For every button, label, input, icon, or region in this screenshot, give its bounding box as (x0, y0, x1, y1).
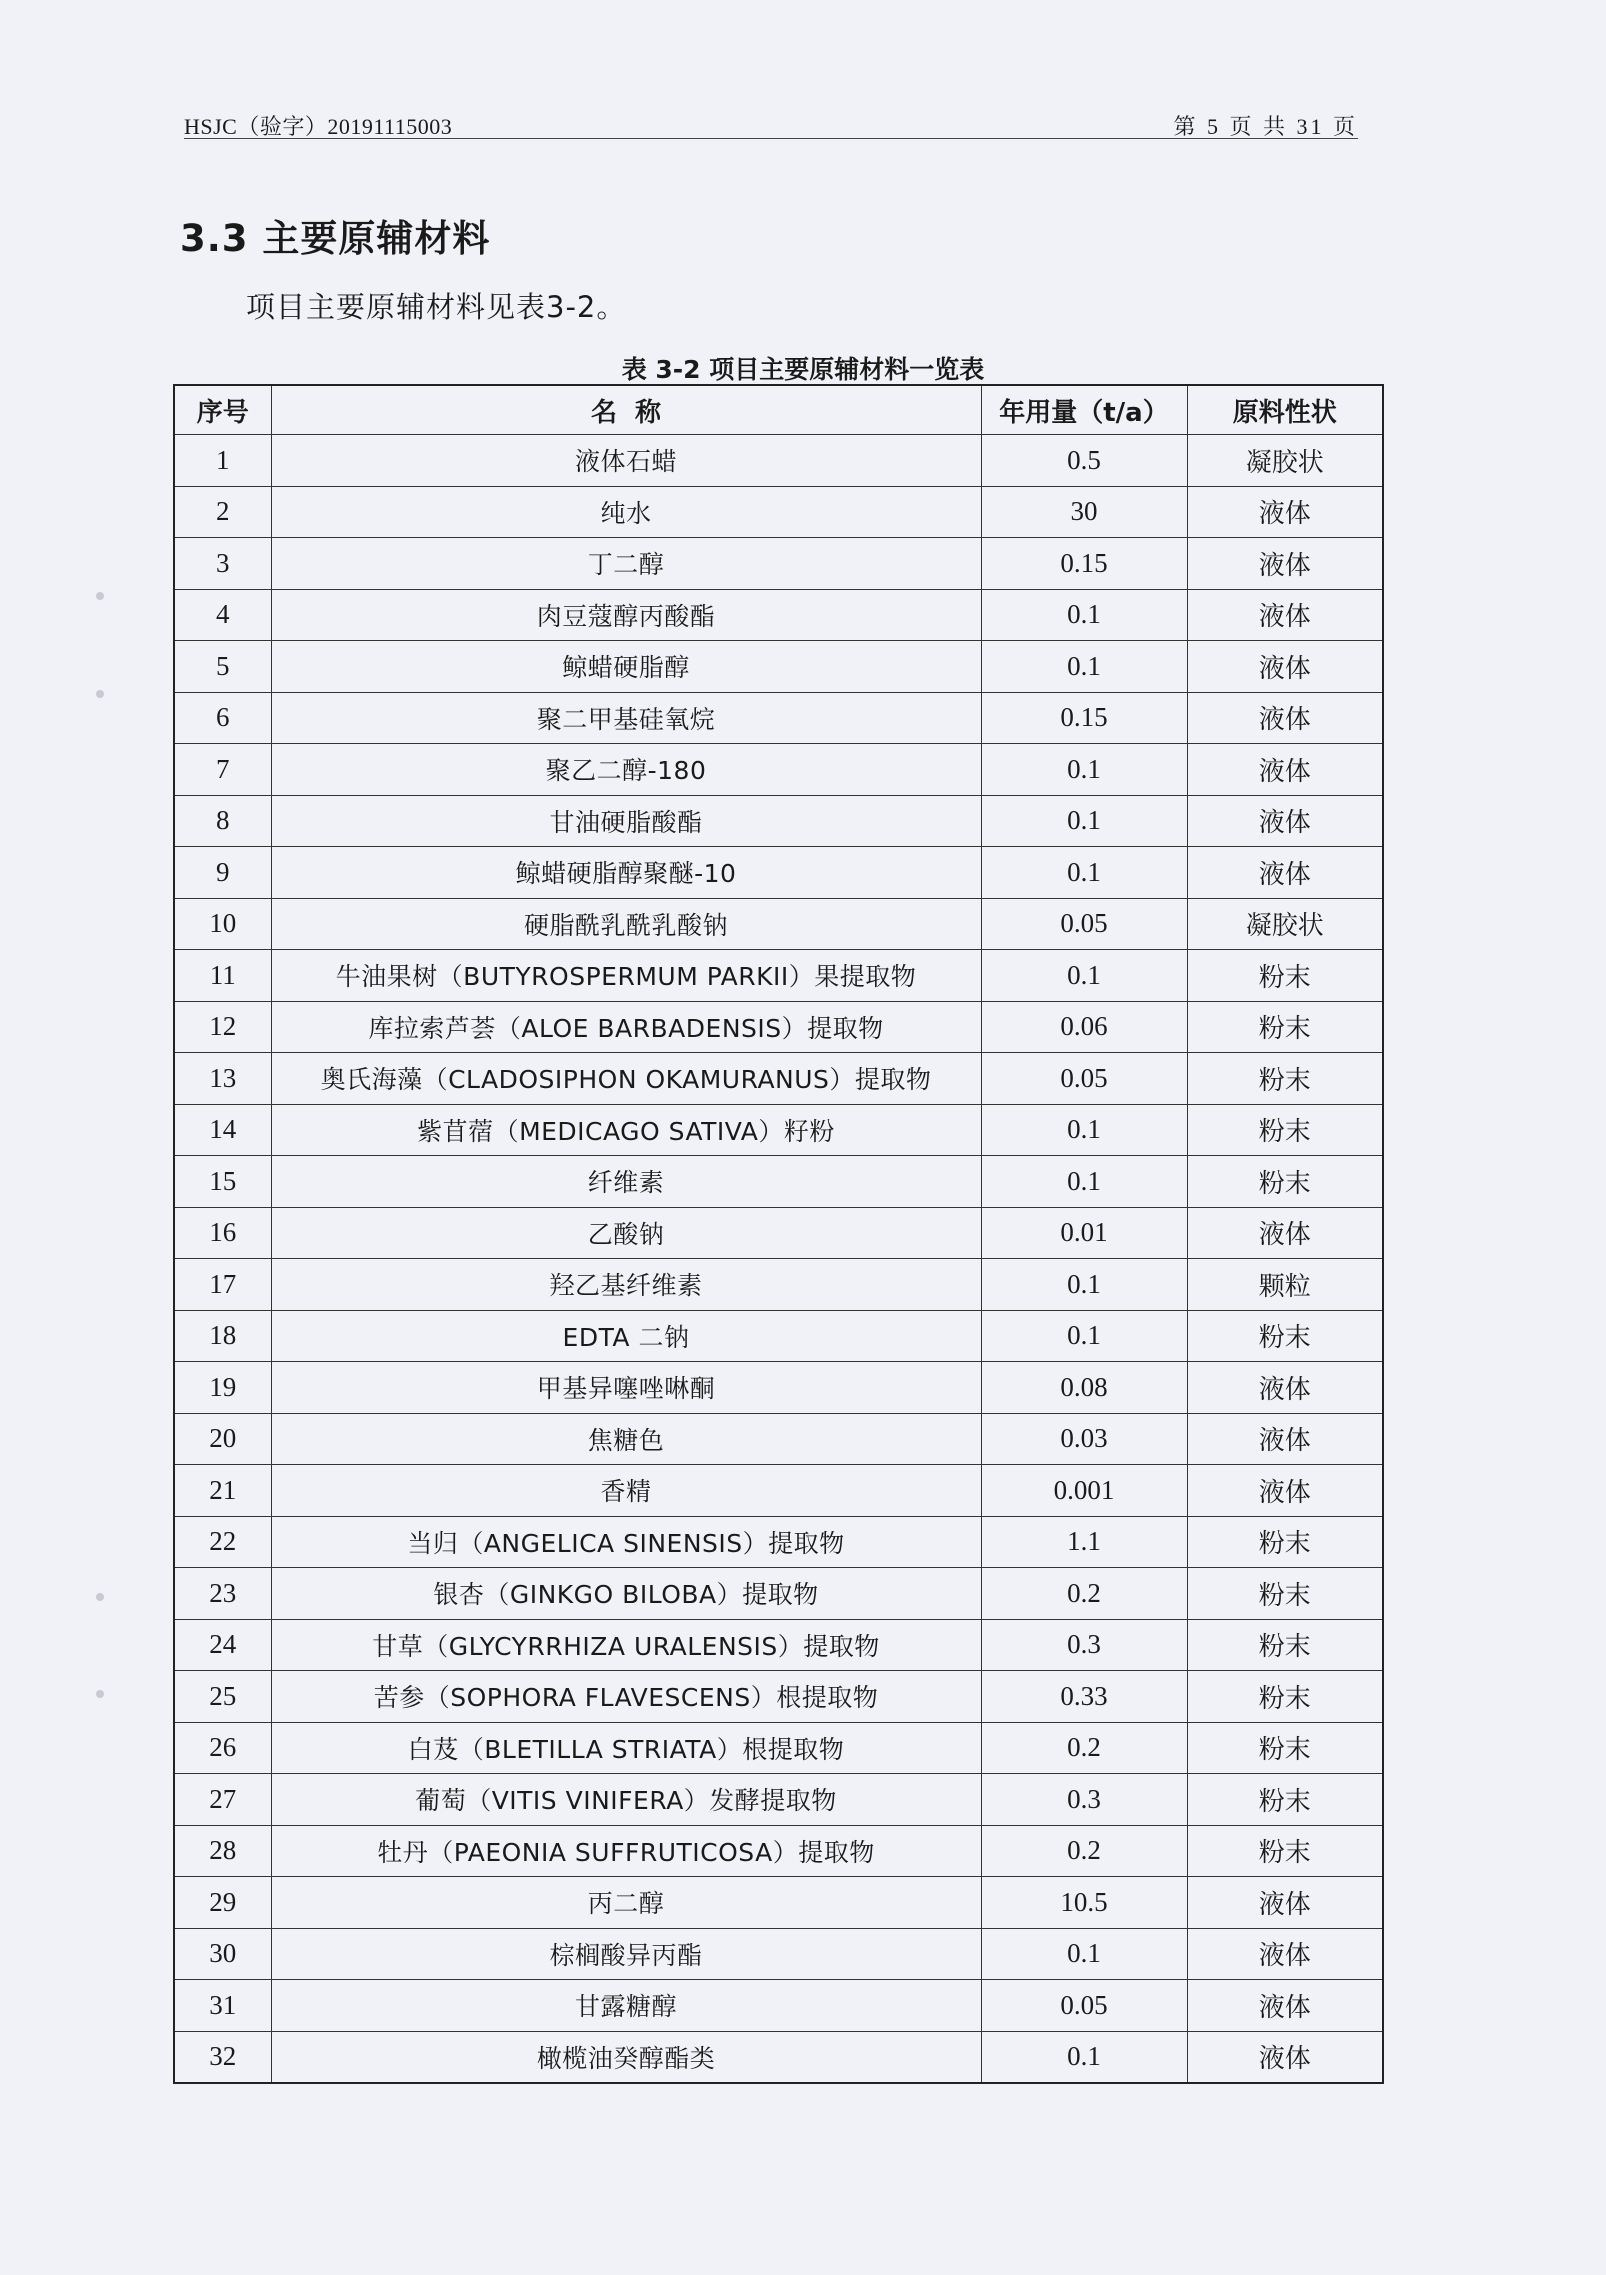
table-row (174, 744, 1383, 796)
material-name-cell: 苦参（SOPHORA FLAVESCENS）根提取物 (271, 1671, 981, 1723)
table-row (174, 1207, 1383, 1259)
table-row (174, 1722, 1383, 1774)
annual-quantity-cell: 0.1 (981, 795, 1187, 847)
row-number-cell: 29 (174, 1877, 271, 1929)
material-name-cell: 液体石蜡 (271, 435, 981, 487)
annual-quantity-cell: 0.05 (981, 898, 1187, 950)
material-state-cell: 液体 (1187, 847, 1383, 899)
row-number-cell: 13 (174, 1053, 271, 1105)
table-row (174, 1362, 1383, 1414)
material-name-cell: 甘露糖醇 (271, 1980, 981, 2032)
row-number-cell: 23 (174, 1568, 271, 1620)
material-name-cell: 甘草（GLYCYRRHIZA URALENSIS）提取物 (271, 1619, 981, 1671)
material-state-cell: 液体 (1187, 1877, 1383, 1929)
material-name-cell: 鲸蜡硬脂醇 (271, 641, 981, 693)
material-state-cell: 液体 (1187, 795, 1383, 847)
annual-quantity-cell: 0.001 (981, 1465, 1187, 1517)
material-state-cell: 粉末 (1187, 1001, 1383, 1053)
material-state-cell: 粉末 (1187, 1774, 1383, 1826)
table-row (174, 589, 1383, 641)
table-row (174, 1156, 1383, 1208)
material-name-cell: 硬脂酰乳酰乳酸钠 (271, 898, 981, 950)
material-state-cell: 粉末 (1187, 1053, 1383, 1105)
table-row (174, 692, 1383, 744)
material-name-cell: 肉豆蔻醇丙酸酯 (271, 589, 981, 641)
material-state-cell: 凝胶状 (1187, 435, 1383, 487)
table-row (174, 641, 1383, 693)
material-name-cell: EDTA 二钠 (271, 1310, 981, 1362)
material-state-cell: 粉末 (1187, 1722, 1383, 1774)
annual-quantity-cell: 0.1 (981, 1928, 1187, 1980)
material-name-cell: 紫苜蓿（MEDICAGO SATIVA）籽粉 (271, 1104, 981, 1156)
material-state-cell: 液体 (1187, 1928, 1383, 1980)
material-name-cell: 库拉索芦荟（ALOE BARBADENSIS）提取物 (271, 1001, 981, 1053)
material-name-cell: 牛油果树（BUTYROSPERMUM PARKII）果提取物 (271, 950, 981, 1002)
material-name-cell: 聚二甲基硅氧烷 (271, 692, 981, 744)
annual-quantity-cell: 30 (981, 486, 1187, 538)
material-state-cell: 粉末 (1187, 950, 1383, 1002)
row-number-cell: 27 (174, 1774, 271, 1826)
table-row (174, 486, 1383, 538)
row-number-cell: 26 (174, 1722, 271, 1774)
material-state-cell: 液体 (1187, 744, 1383, 796)
annual-quantity-cell: 0.33 (981, 1671, 1187, 1723)
column-header-qty: 年用量（t/a） (981, 385, 1187, 435)
row-number-cell: 31 (174, 1980, 271, 2032)
material-name-cell: 棕榈酸异丙酯 (271, 1928, 981, 1980)
material-state-cell: 液体 (1187, 1465, 1383, 1517)
row-number-cell: 25 (174, 1671, 271, 1723)
row-number-cell: 30 (174, 1928, 271, 1980)
material-name-cell: 丙二醇 (271, 1877, 981, 1929)
row-number-cell: 8 (174, 795, 271, 847)
table-row (174, 1413, 1383, 1465)
punch-hole-mark (96, 1690, 104, 1698)
material-name-cell: 香精 (271, 1465, 981, 1517)
material-state-cell: 液体 (1187, 538, 1383, 590)
row-number-cell: 21 (174, 1465, 271, 1517)
section-title: 3.3 主要原辅材料 (180, 217, 491, 260)
punch-hole-mark (96, 592, 104, 600)
annual-quantity-cell: 0.2 (981, 1568, 1187, 1620)
row-number-cell: 5 (174, 641, 271, 693)
table-row (174, 898, 1383, 950)
page-indicator: 第 5 页 共 31 页 (1173, 114, 1358, 139)
row-number-cell: 1 (174, 435, 271, 487)
material-name-cell: 白芨（BLETILLA STRIATA）根提取物 (271, 1722, 981, 1774)
table-row (174, 1619, 1383, 1671)
material-state-cell: 凝胶状 (1187, 898, 1383, 950)
table-row (174, 950, 1383, 1002)
row-number-cell: 7 (174, 744, 271, 796)
annual-quantity-cell: 0.05 (981, 1980, 1187, 2032)
annual-quantity-cell: 0.3 (981, 1619, 1187, 1671)
row-number-cell: 3 (174, 538, 271, 590)
material-name-cell: 纯水 (271, 486, 981, 538)
column-header-no: 序号 (174, 385, 271, 435)
material-state-cell: 液体 (1187, 641, 1383, 693)
table-row (174, 1104, 1383, 1156)
annual-quantity-cell: 0.1 (981, 1104, 1187, 1156)
table-row (174, 1825, 1383, 1877)
table-row (174, 435, 1383, 487)
annual-quantity-cell: 0.15 (981, 538, 1187, 590)
table-row (174, 1310, 1383, 1362)
table-caption: 表 3-2 项目主要原辅材料一览表 (621, 355, 985, 384)
materials-table (173, 384, 1384, 2084)
table-row (174, 538, 1383, 590)
annual-quantity-cell: 0.1 (981, 1310, 1187, 1362)
material-name-cell: 焦糖色 (271, 1413, 981, 1465)
table-row (174, 1516, 1383, 1568)
column-header-name: 名 称 (271, 385, 981, 435)
material-state-cell: 粉末 (1187, 1516, 1383, 1568)
annual-quantity-cell: 0.1 (981, 950, 1187, 1002)
material-state-cell: 液体 (1187, 2031, 1383, 2083)
material-state-cell: 液体 (1187, 1207, 1383, 1259)
row-number-cell: 12 (174, 1001, 271, 1053)
material-name-cell: 乙酸钠 (271, 1207, 981, 1259)
annual-quantity-cell: 0.1 (981, 744, 1187, 796)
row-number-cell: 11 (174, 950, 271, 1002)
row-number-cell: 32 (174, 2031, 271, 2083)
annual-quantity-cell: 0.1 (981, 1259, 1187, 1311)
table-row (174, 1465, 1383, 1517)
material-state-cell: 粉末 (1187, 1619, 1383, 1671)
punch-hole-mark (96, 1593, 104, 1601)
row-number-cell: 20 (174, 1413, 271, 1465)
annual-quantity-cell: 0.15 (981, 692, 1187, 744)
material-state-cell: 液体 (1187, 692, 1383, 744)
row-number-cell: 22 (174, 1516, 271, 1568)
table-body (174, 435, 1383, 2084)
material-state-cell: 液体 (1187, 1413, 1383, 1465)
row-number-cell: 2 (174, 486, 271, 538)
material-state-cell: 液体 (1187, 589, 1383, 641)
annual-quantity-cell: 0.2 (981, 1825, 1187, 1877)
table-row (174, 1877, 1383, 1929)
document-number: HSJC（验字）20191115003 (184, 114, 453, 139)
row-number-cell: 4 (174, 589, 271, 641)
table-row (174, 847, 1383, 899)
annual-quantity-cell: 0.1 (981, 2031, 1187, 2083)
row-number-cell: 18 (174, 1310, 271, 1362)
material-name-cell: 奥氏海藻（CLADOSIPHON OKAMURANUS）提取物 (271, 1053, 981, 1105)
annual-quantity-cell: 0.3 (981, 1774, 1187, 1826)
table-row (174, 1568, 1383, 1620)
annual-quantity-cell: 0.1 (981, 1156, 1187, 1208)
table-row (174, 1928, 1383, 1980)
annual-quantity-cell: 0.06 (981, 1001, 1187, 1053)
column-header-state: 原料性状 (1187, 385, 1383, 435)
material-name-cell: 葡萄（VITIS VINIFERA）发酵提取物 (271, 1774, 981, 1826)
annual-quantity-cell: 0.01 (981, 1207, 1187, 1259)
material-state-cell: 液体 (1187, 1980, 1383, 2032)
table-row (174, 1671, 1383, 1723)
material-name-cell: 当归（ANGELICA SINENSIS）提取物 (271, 1516, 981, 1568)
material-state-cell: 粉末 (1187, 1568, 1383, 1620)
annual-quantity-cell: 0.1 (981, 641, 1187, 693)
material-name-cell: 纤维素 (271, 1156, 981, 1208)
annual-quantity-cell: 0.5 (981, 435, 1187, 487)
material-state-cell: 粉末 (1187, 1156, 1383, 1208)
row-number-cell: 17 (174, 1259, 271, 1311)
material-name-cell: 聚乙二醇-180 (271, 744, 981, 796)
material-name-cell: 牡丹（PAEONIA SUFFRUTICOSA）提取物 (271, 1825, 981, 1877)
row-number-cell: 6 (174, 692, 271, 744)
material-state-cell: 粉末 (1187, 1825, 1383, 1877)
annual-quantity-cell: 0.03 (981, 1413, 1187, 1465)
annual-quantity-cell: 0.05 (981, 1053, 1187, 1105)
section-intro: 项目主要原辅材料见表3-2。 (246, 290, 627, 324)
row-number-cell: 15 (174, 1156, 271, 1208)
material-state-cell: 粉末 (1187, 1310, 1383, 1362)
annual-quantity-cell: 1.1 (981, 1516, 1187, 1568)
annual-quantity-cell: 0.08 (981, 1362, 1187, 1414)
annual-quantity-cell: 10.5 (981, 1877, 1187, 1929)
material-name-cell: 银杏（GINKGO BILOBA）提取物 (271, 1568, 981, 1620)
row-number-cell: 19 (174, 1362, 271, 1414)
material-state-cell: 液体 (1187, 1362, 1383, 1414)
material-name-cell: 丁二醇 (271, 538, 981, 590)
annual-quantity-cell: 0.1 (981, 847, 1187, 899)
table-row (174, 1774, 1383, 1826)
material-state-cell: 液体 (1187, 486, 1383, 538)
material-state-cell: 颗粒 (1187, 1259, 1383, 1311)
row-number-cell: 16 (174, 1207, 271, 1259)
annual-quantity-cell: 0.2 (981, 1722, 1187, 1774)
row-number-cell: 24 (174, 1619, 271, 1671)
material-name-cell: 甘油硬脂酸酯 (271, 795, 981, 847)
annual-quantity-cell: 0.1 (981, 589, 1187, 641)
material-name-cell: 橄榄油癸醇酯类 (271, 2031, 981, 2083)
row-number-cell: 28 (174, 1825, 271, 1877)
row-number-cell: 10 (174, 898, 271, 950)
table-row (174, 2031, 1383, 2083)
row-number-cell: 14 (174, 1104, 271, 1156)
table-row (174, 1980, 1383, 2032)
material-name-cell: 羟乙基纤维素 (271, 1259, 981, 1311)
table-row (174, 1259, 1383, 1311)
table-row (174, 1001, 1383, 1053)
material-state-cell: 粉末 (1187, 1104, 1383, 1156)
table-row (174, 1053, 1383, 1105)
row-number-cell: 9 (174, 847, 271, 899)
material-state-cell: 粉末 (1187, 1671, 1383, 1723)
punch-hole-mark (96, 690, 104, 698)
table-row (174, 795, 1383, 847)
material-name-cell: 甲基异噻唑啉酮 (271, 1362, 981, 1414)
material-name-cell: 鲸蜡硬脂醇聚醚-10 (271, 847, 981, 899)
header-divider (184, 138, 1358, 139)
table-header-row (174, 385, 1383, 435)
